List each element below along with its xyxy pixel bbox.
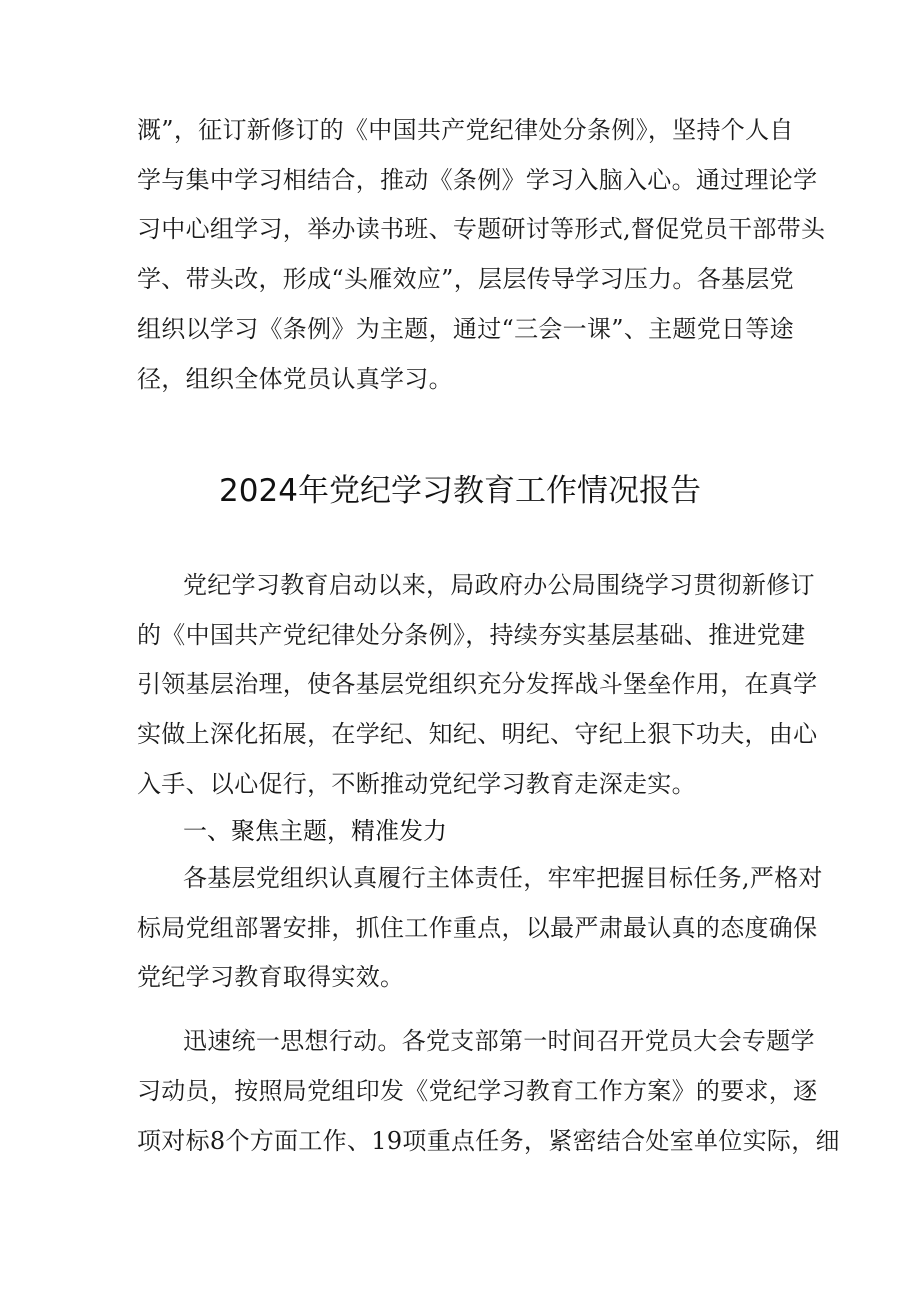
paragraph-line: 习动员，按照局党组印发《党纪学习教育工作方案》的要求，逐 xyxy=(137,1077,818,1105)
intro-line: 溉”，征订新修订的《中国共产党纪律处分条例》，坚持个人自 xyxy=(137,116,794,144)
paragraph-line: 党纪学习教育启动以来，局政府办公局围绕学习贯彻新修订 xyxy=(183,571,815,599)
paragraph-line: 的《中国共产党纪律处分条例》，持续夯实基层基础、推进党建 xyxy=(137,621,806,649)
section-heading: 一、聚焦主题，精准发力 xyxy=(183,817,447,845)
intro-line: 径，组织全体党员认真学习。 xyxy=(137,365,453,393)
paragraph-line: 项对标8个方面工作、19项重点任务，紧密结合处室单位实际，细 xyxy=(137,1127,840,1155)
intro-line: 学与集中学习相结合，推动《条例》学习入脑入心。通过理论学 xyxy=(137,166,818,194)
paragraph-line: 标局党组部署安排，抓住工作重点，以最严肃最认真的态度确保 xyxy=(137,914,818,942)
paragraph-line: 迅速统一思想行动。各党支部第一时间召开党员大会专题学 xyxy=(183,1027,815,1055)
paragraph-line: 各基层党组织认真履行主体责任，牢牢把握目标任务,严格对 xyxy=(183,864,823,892)
report-title: 2024年党纪学习教育工作情况报告 xyxy=(219,473,701,509)
intro-line: 组织以学习《条例》为主题，通过“三会一课”、主题党日等途 xyxy=(137,315,794,343)
paragraph-line: 引领基层治理，使各基层党组织充分发挥战斗堡垒作用，在真学 xyxy=(137,670,818,698)
paragraph-line: 实做上深化拓展，在学纪、知纪、明纪、守纪上狠下功夫，由心 xyxy=(137,720,818,748)
intro-line: 学、带头改，形成“头雁效应”，层层传导学习压力。各基层党 xyxy=(137,265,794,293)
paragraph-line: 入手、以心促行，不断推动党纪学习教育走深走实。 xyxy=(137,770,696,798)
intro-line: 习中心组学习，举办读书班、专题研讨等形式,督促党员干部带头 xyxy=(137,215,826,243)
paragraph-line: 党纪学习教育取得实效。 xyxy=(137,963,405,991)
